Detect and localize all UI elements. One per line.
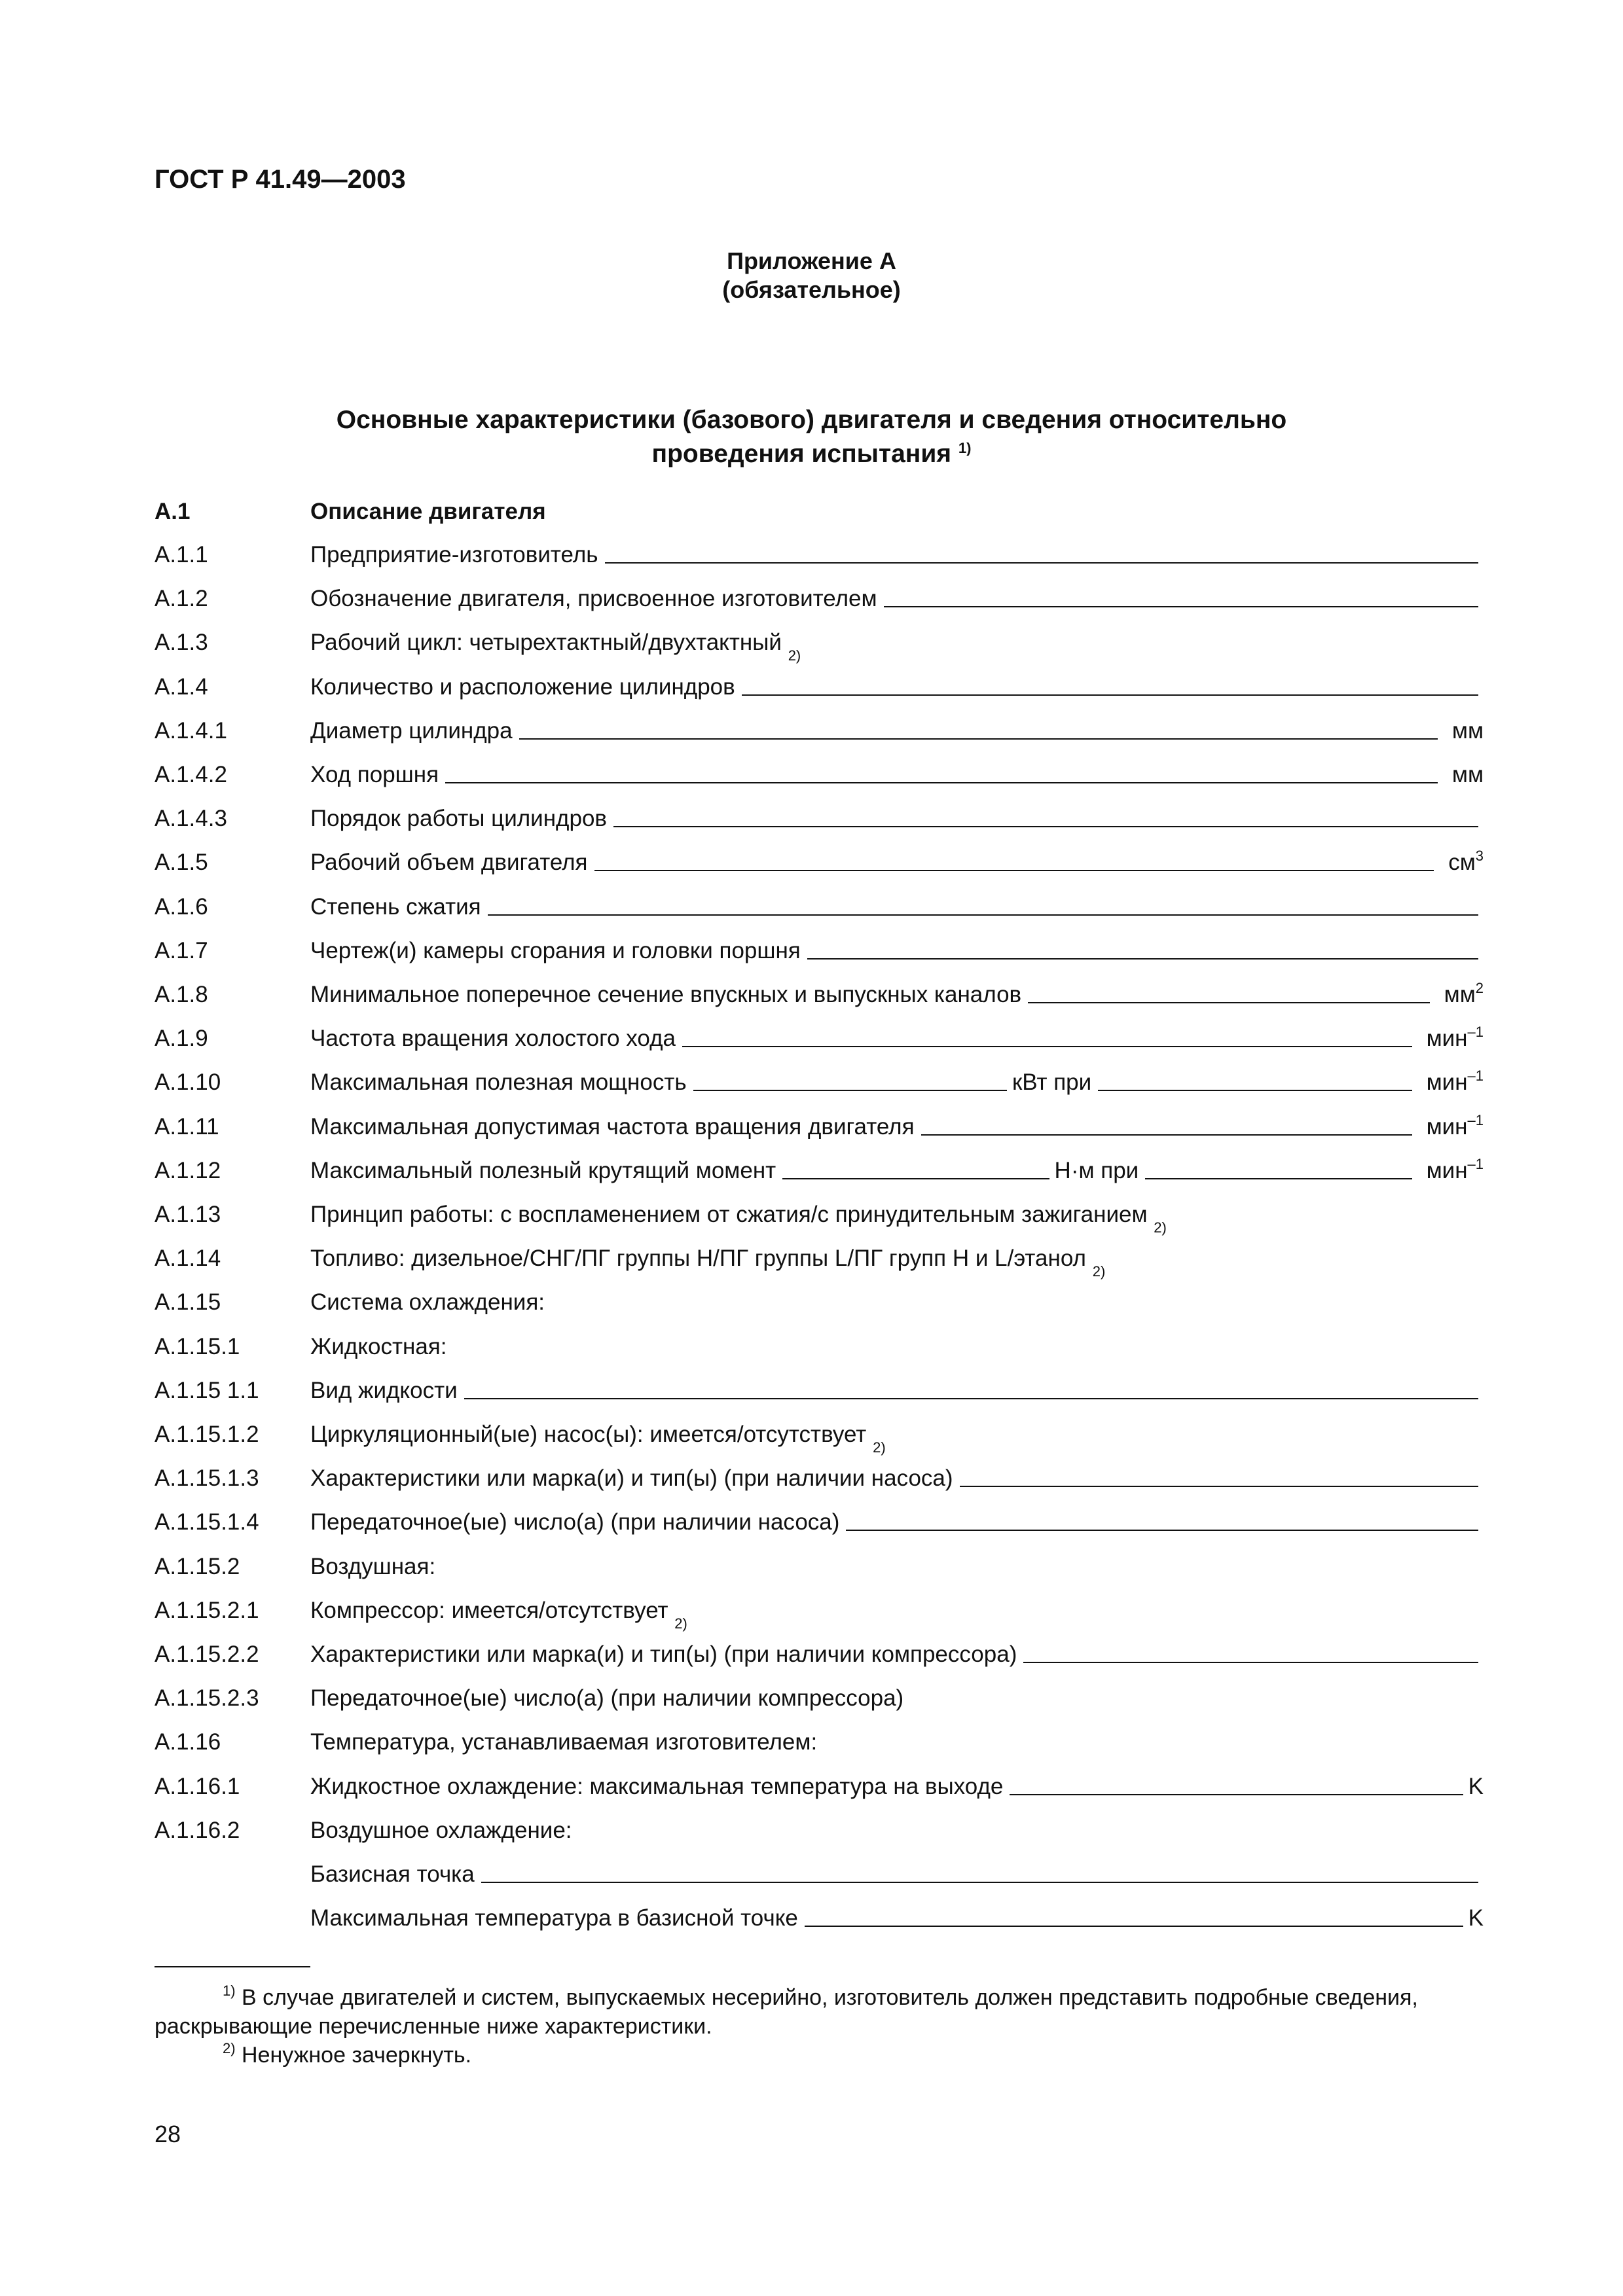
section-heading bbox=[155, 486, 1484, 525]
form-row: А.1.15.1.2 Циркуляционный(ые) насос(ы): имеется/отсутствует 2) bbox=[155, 1422, 886, 1456]
row-label: Чертеж(и) камеры сгорания и головки поршня bbox=[310, 938, 801, 963]
fill-in-line[interactable] bbox=[884, 606, 1478, 607]
form-row bbox=[155, 1145, 1484, 1184]
footnote-2-mark: 2) bbox=[223, 2040, 236, 2056]
row-number: А.1.4 bbox=[155, 674, 208, 700]
form-row bbox=[155, 1892, 1484, 1931]
fill-in-line[interactable] bbox=[921, 1134, 1412, 1136]
fill-in-line[interactable] bbox=[805, 1926, 1463, 1927]
form-row bbox=[155, 1013, 1484, 1052]
appendix-title: Приложение А bbox=[727, 247, 896, 274]
row-unit-exponent: 2 bbox=[1475, 980, 1484, 996]
form-row: А.1.13 Принцип работы: с воспламенением от сжатия/с принудительным зажиганием 2) bbox=[155, 1202, 1167, 1236]
row-number: А.1.4.1 bbox=[155, 718, 227, 744]
form-row: А.1.15.2.1 Компрессор: имеется/отсутствует 2) bbox=[155, 1598, 687, 1632]
footnote-1 bbox=[155, 1983, 1484, 2041]
form-row bbox=[155, 1716, 1484, 1755]
section-label: Описание двигателя bbox=[310, 499, 546, 524]
row-unit bbox=[1468, 1774, 1484, 1800]
row-label: Циркуляционный(ые) насос(ы): имеется/отсутствует bbox=[310, 1422, 867, 1447]
row-label: Обозначение двигателя, присвоенное изготовителем bbox=[310, 586, 877, 611]
form-row bbox=[155, 881, 1484, 920]
row-number: А.1.4.3 bbox=[155, 806, 227, 831]
row-label: Частота вращения холостого хода bbox=[310, 1026, 676, 1051]
row-label: Воздушное охлаждение: bbox=[310, 1818, 572, 1843]
row-unit-text: см bbox=[1448, 850, 1476, 875]
form-row bbox=[155, 749, 1484, 788]
form-row bbox=[155, 969, 1484, 1008]
form-row bbox=[155, 1365, 1484, 1404]
row-unit-text: K bbox=[1468, 1905, 1484, 1931]
row-unit-text: мм bbox=[1451, 718, 1484, 744]
row-unit-text: мин bbox=[1426, 1026, 1468, 1051]
fill-in-line[interactable] bbox=[1010, 1794, 1463, 1795]
row-unit-exponent: –1 bbox=[1467, 1156, 1484, 1172]
fill-in-line[interactable] bbox=[807, 958, 1478, 960]
row-number: А.1.16 bbox=[155, 1729, 221, 1755]
fill-in-line[interactable] bbox=[613, 826, 1478, 827]
form-row bbox=[155, 529, 1484, 568]
row-number: А.1.15.2.3 bbox=[155, 1685, 259, 1711]
row-label: Максимальный полезный крутящий момент bbox=[310, 1158, 776, 1183]
row-number: А.1.15.2.1 bbox=[155, 1598, 259, 1623]
footnote-2 bbox=[155, 2041, 1484, 2070]
form-row bbox=[155, 1761, 1484, 1800]
row-label: Характеристики или марка(и) и тип(ы) (при наличии компрессора) bbox=[310, 1641, 1017, 1667]
form-row bbox=[155, 1848, 1484, 1888]
row-label: Температура, устанавливаемая изготовителем: bbox=[310, 1729, 818, 1755]
row-label: Базисная точка bbox=[310, 1861, 475, 1887]
row-number: А.1.16.2 bbox=[155, 1818, 240, 1843]
row-mid-text: кВт при bbox=[1012, 1069, 1092, 1095]
fill-in-line[interactable] bbox=[1023, 1662, 1478, 1663]
fill-in-line[interactable] bbox=[782, 1178, 1049, 1179]
form-row bbox=[155, 1628, 1484, 1668]
row-unit bbox=[1452, 762, 1484, 788]
fill-in-line[interactable] bbox=[846, 1530, 1478, 1531]
row-unit-text: мм bbox=[1451, 762, 1484, 787]
form-row bbox=[155, 1321, 1484, 1360]
row-unit-exponent: –1 bbox=[1467, 1024, 1484, 1040]
form-row bbox=[155, 836, 1484, 876]
row-label: Жидкостная: bbox=[310, 1334, 447, 1359]
row-label: Система охлаждения: bbox=[310, 1289, 545, 1315]
row-unit-text: мин bbox=[1426, 1158, 1468, 1183]
document-code: ГОСТ Р 41.49—2003 bbox=[155, 165, 406, 194]
form-row: А.1.14 Топливо: дизельное/СНГ/ПГ группы H/ПГ группы L/ПГ групп H и L/этанол 2) bbox=[155, 1246, 1106, 1280]
row-unit bbox=[1452, 718, 1484, 744]
footnote-separator bbox=[155, 1966, 310, 1967]
row-number: А.1.1 bbox=[155, 542, 208, 567]
row-label: Рабочий цикл: четырехтактный/двухтактный bbox=[310, 630, 782, 655]
section-title-text: проведения испытания bbox=[651, 440, 952, 468]
row-label: Характеристики или марка(и) и тип(ы) (при наличии насоса) bbox=[310, 1465, 953, 1491]
section-title-line2 bbox=[0, 437, 1623, 471]
form-row bbox=[155, 1276, 1484, 1316]
row-number: А.1.15.1.3 bbox=[155, 1465, 259, 1491]
form-row bbox=[155, 661, 1484, 700]
row-number: А.1.9 bbox=[155, 1026, 208, 1051]
row-label: Степень сжатия bbox=[310, 894, 481, 920]
row-label: Минимальное поперечное сечение впускных и выпускных каналов bbox=[310, 982, 1022, 1007]
row-number: А.1.12 bbox=[155, 1158, 221, 1183]
footnote-2-text: Ненужное зачеркнуть. bbox=[242, 2043, 472, 2068]
row-label: Передаточное(ые) число(а) (при наличии компрессора) bbox=[310, 1685, 904, 1711]
form-row bbox=[155, 1496, 1484, 1535]
row-label: Компрессор: имеется/отсутствует bbox=[310, 1598, 668, 1623]
row-label: Максимальная температура в базисной точке bbox=[310, 1905, 798, 1931]
row-unit bbox=[1448, 850, 1484, 876]
row-unit bbox=[1427, 1026, 1484, 1052]
row-number: А.1.16.1 bbox=[155, 1774, 240, 1799]
row-number: А.1.14 bbox=[155, 1246, 221, 1271]
appendix-status: (обязательное) bbox=[722, 276, 901, 303]
row-unit-text: K bbox=[1468, 1774, 1484, 1799]
form-row bbox=[155, 1672, 1484, 1712]
fill-in-line[interactable] bbox=[1028, 1002, 1429, 1003]
row-number: А.1.15 bbox=[155, 1289, 221, 1315]
row-unit-exponent: 3 bbox=[1475, 848, 1484, 864]
row-unit-exponent: –1 bbox=[1467, 1067, 1484, 1084]
row-mid-text: Н·м при bbox=[1054, 1158, 1139, 1183]
row-number: А.1.7 bbox=[155, 938, 208, 963]
row-label: Передаточное(ые) число(а) (при наличии насоса) bbox=[310, 1509, 840, 1535]
footnote-ref: 1) bbox=[958, 440, 972, 456]
fill-in-line[interactable] bbox=[519, 738, 1438, 740]
fill-in-line[interactable] bbox=[960, 1486, 1478, 1487]
footnote-1-mark: 1) bbox=[223, 1982, 236, 1999]
row-number: А.1.15.2.2 bbox=[155, 1641, 259, 1667]
form-row: А.1.3 Рабочий цикл: четырехтактный/двухтактный 2) bbox=[155, 630, 801, 664]
row-number: А.1.15 1.1 bbox=[155, 1378, 259, 1403]
row-number: А.1.6 bbox=[155, 894, 208, 920]
row-label: Максимальная допустимая частота вращения двигателя bbox=[310, 1114, 915, 1139]
fill-in-line[interactable] bbox=[682, 1046, 1412, 1047]
row-label: Диаметр цилиндра bbox=[310, 718, 513, 744]
row-label: Принцип работы: с воспламенением от сжатия/с принудительным зажиганием bbox=[310, 1202, 1148, 1227]
form-row bbox=[155, 573, 1484, 612]
row-number: А.1.13 bbox=[155, 1202, 221, 1227]
row-unit bbox=[1427, 1158, 1484, 1184]
form-row bbox=[155, 793, 1484, 832]
row-unit bbox=[1427, 1114, 1484, 1140]
row-number: А.1.15.1.2 bbox=[155, 1422, 259, 1447]
fill-in-line[interactable] bbox=[1145, 1178, 1412, 1179]
row-unit-text: мин bbox=[1426, 1069, 1468, 1095]
page-number: 28 bbox=[155, 2121, 181, 2147]
fill-in-line[interactable] bbox=[605, 562, 1479, 564]
row-number: А.1.15.1 bbox=[155, 1334, 240, 1359]
section-number: А.1 bbox=[155, 499, 191, 524]
row-number: А.1.3 bbox=[155, 630, 208, 655]
form-row bbox=[155, 1804, 1484, 1844]
row-unit-text: мм bbox=[1444, 982, 1476, 1007]
fill-in-line[interactable] bbox=[481, 1882, 1478, 1883]
row-label: Максимальная полезная мощность bbox=[310, 1069, 687, 1095]
fill-in-line[interactable] bbox=[1098, 1090, 1412, 1091]
form-row bbox=[155, 1056, 1484, 1096]
fill-in-line[interactable] bbox=[742, 694, 1478, 696]
form-row bbox=[155, 1541, 1484, 1580]
row-label: Количество и расположение цилиндров bbox=[310, 674, 735, 700]
row-unit bbox=[1468, 1905, 1484, 1931]
row-label: Воздушная: bbox=[310, 1554, 436, 1579]
row-number: А.1.11 bbox=[155, 1114, 219, 1139]
section-title-line1: Основные характеристики (базового) двигателя и сведения относительно bbox=[336, 406, 1287, 434]
fill-in-line[interactable] bbox=[464, 1398, 1478, 1399]
form-row bbox=[155, 705, 1484, 744]
row-label: Рабочий объем двигателя bbox=[310, 850, 588, 875]
row-number: А.1.2 bbox=[155, 586, 208, 611]
row-unit-exponent: –1 bbox=[1467, 1112, 1484, 1128]
fill-in-line[interactable] bbox=[594, 870, 1434, 871]
row-number: А.1.10 bbox=[155, 1069, 221, 1095]
fill-in-line[interactable] bbox=[488, 914, 1478, 916]
form-row bbox=[155, 1101, 1484, 1140]
form-row bbox=[155, 1452, 1484, 1492]
row-label: Предприятие-изготовитель bbox=[310, 542, 598, 567]
row-unit-text: мин bbox=[1426, 1114, 1468, 1139]
row-number: А.1.15.2 bbox=[155, 1554, 240, 1579]
form-row bbox=[155, 925, 1484, 964]
row-unit bbox=[1427, 1069, 1484, 1096]
footnote-1-text: В случае двигателей и систем, выпускаемых несерийно, изготовитель должен представить подробные сведения, раскрывающие перечисленные ниже характеристики. bbox=[155, 1985, 1418, 2039]
row-number: А.1.15.1.4 bbox=[155, 1509, 259, 1535]
fill-in-line[interactable] bbox=[693, 1090, 1007, 1091]
row-label: Жидкостное охлаждение: максимальная температура на выходе bbox=[310, 1774, 1004, 1799]
row-label: Вид жидкости bbox=[310, 1378, 458, 1403]
row-number: А.1.8 bbox=[155, 982, 208, 1007]
row-number: А.1.4.2 bbox=[155, 762, 227, 787]
row-number: А.1.5 bbox=[155, 850, 208, 875]
row-label: Ход поршня bbox=[310, 762, 439, 787]
row-label: Порядок работы цилиндров bbox=[310, 806, 608, 831]
fill-in-line[interactable] bbox=[445, 782, 1438, 783]
row-unit bbox=[1444, 982, 1484, 1008]
row-label: Топливо: дизельное/СНГ/ПГ группы H/ПГ группы L/ПГ групп H и L/этанол bbox=[310, 1246, 1086, 1271]
